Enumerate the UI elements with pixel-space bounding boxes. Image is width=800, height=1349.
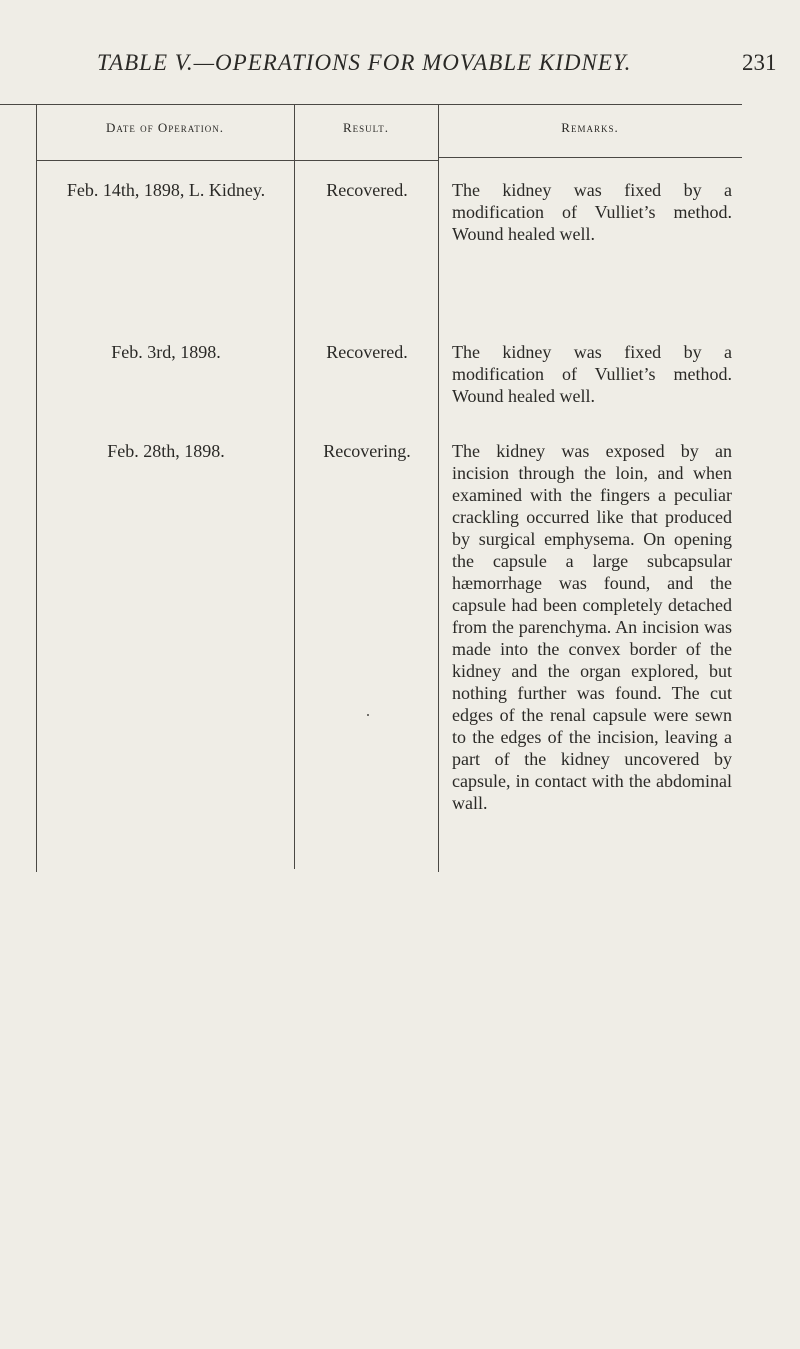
header-underline-remarks <box>438 157 742 158</box>
row-1-result: Recovered. <box>326 180 408 200</box>
print-speck <box>367 714 369 716</box>
row-3-result: Recovering. <box>323 441 411 461</box>
row-1-remarks: The kidney was fixed by a modification of Vulliet’s method. Wound healed well. <box>452 180 732 244</box>
row-2-remarks: The kidney was fixed by a modification of Vulliet’s method. Wound healed well. <box>452 342 732 406</box>
row-3-remarks: The kidney was exposed by an incision through the loin, and when examined with the fingers a peculiar crackling occurred like that produced by surgical emphysema. On opening the capsule a large subcapsular hæmorrhage was found, and the capsule had been completely detached from the parenchyma. An incision was made into the convex border of the kidney and the organ explored, but nothing further was found. The cut edges of the renal capsule were sewn to the edges of the incision, leaving a part of the kidney uncovered by capsule, in contact with the abdominal wall. <box>452 441 732 813</box>
row-3-date: Feb. 28th, 1898. <box>107 441 225 461</box>
column-rule-date-result <box>294 104 295 869</box>
column-header-result: Result. <box>342 120 390 135</box>
column-header-remarks: Remarks. <box>561 120 619 135</box>
row-2-date: Feb. 3rd, 1898. <box>111 342 221 362</box>
header-underline-date <box>36 160 294 161</box>
running-title: TABLE V.—OPERATIONS FOR MOVABLE KIDNEY. <box>97 50 632 75</box>
column-rule-left <box>36 104 37 872</box>
row-2-result: Recovered. <box>326 342 408 362</box>
row-1-date: Feb. 14th, 1898, L. Kidney. <box>66 180 266 200</box>
header-underline-result <box>294 160 438 161</box>
running-head <box>0 50 800 90</box>
column-rule-result-remarks <box>438 104 439 872</box>
page-number: 231 <box>742 50 777 75</box>
column-header-date: Date of Operation. <box>105 120 225 135</box>
top-rule <box>0 104 742 105</box>
